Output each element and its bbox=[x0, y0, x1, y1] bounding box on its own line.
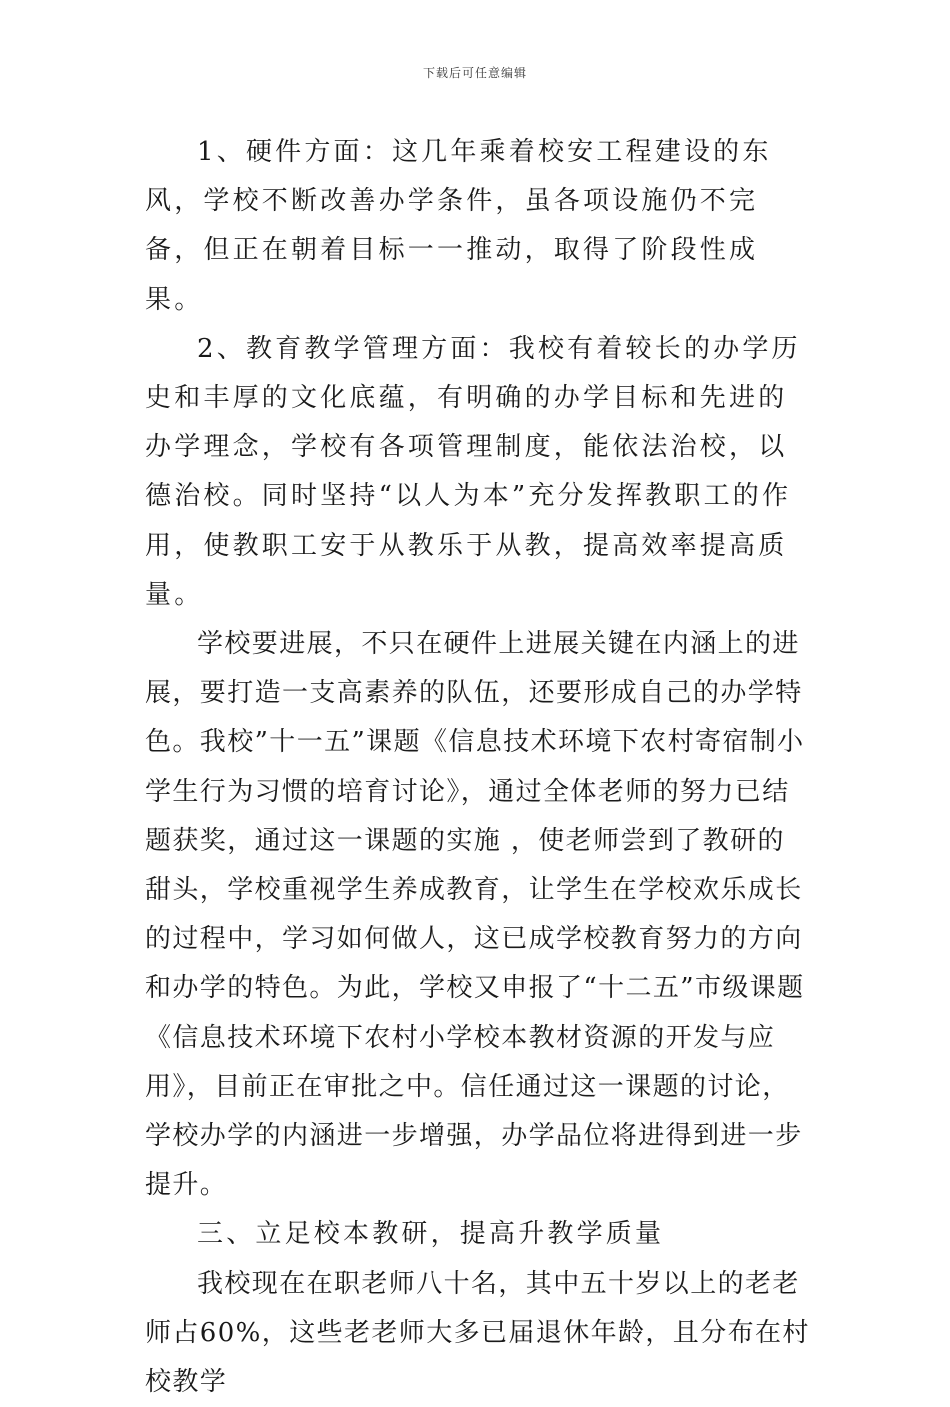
page-header: 下载后可任意编辑 bbox=[422, 66, 527, 80]
paragraph-management: 2、教育教学管理方面：我校有着较长的办学历史和丰厚的文化底蕴，有明确的办学目标和先进的办学理念，学校有各项管理制度，能依法治校，以德治校。同时坚持“以人为本”充分发挥教职工的作用，使教职工安于从教乐于从教，提高效率提高质量。 bbox=[145, 333, 801, 610]
paragraph-development: 学校要进展，不只在硬件上进展关键在内涵上的进展，要打造一支高素养的队伍，还要形成自己的办学特色。我校”十一五”课题《信息技术环境下农村寄宿制小学生行为习惯的培育讨论》，通过全体老师的努力已结题获奖，通过这一课题的实施 ，使老师尝到了教研的甜头，学校重视学生养成教育，让学生在学校欢乐成长的过程中，学习如何做人，这已成学校教育努力的方向和办学的特色。为此，学校又申报了“十二五”市级课题《信息技术环境下农村小学校本教材资源的开发与应用》，目前正在审批之中。信任通过这一课题的讨论，学校办学的内涵进一步增强，办学品位将进得到进一步提升。 bbox=[145, 629, 805, 1201]
section-heading-3: 三、立足校本教研，提高升教学质量 bbox=[197, 1219, 665, 1250]
document-body bbox=[145, 128, 810, 1407]
paragraph-hardware: 1、硬件方面：这几年乘着校安工程建设的东风，学校不断改善办学条件，虽各项设施仍不完备，但正在朝着目标一一推动，取得了阶段性成果。 bbox=[145, 137, 772, 315]
paragraph-staff: 我校现在在职老师八十名，其中五十岁以上的老老师占60%，这些老老师大多已届退休年龄，且分布在村校教学 bbox=[145, 1268, 810, 1398]
